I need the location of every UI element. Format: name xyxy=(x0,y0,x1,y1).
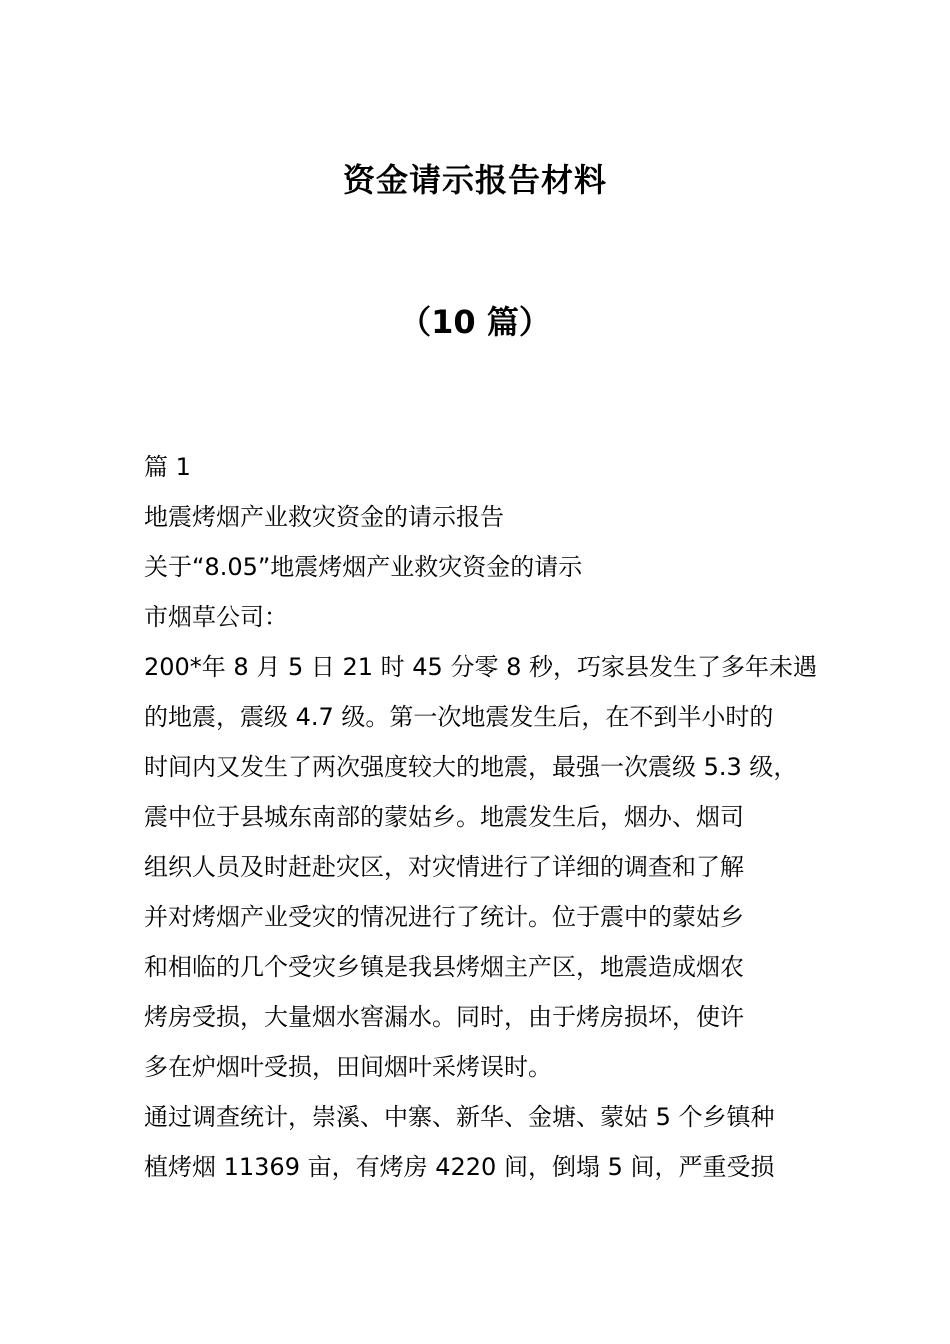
paragraph-line: 并对烤烟产业受灾的情况进行了统计。位于震中的蒙姑乡 xyxy=(144,903,744,931)
document-body xyxy=(144,442,844,1192)
paragraph-line: 时间内又发生了两次强度较大的地震，最强一次震级 5.3 级， xyxy=(144,753,798,781)
paragraph-line: 植烤烟 11369 亩，有烤房 4220 间，倒塌 5 间，严重受损 xyxy=(144,1153,775,1181)
paragraph-line: 多在炉烟叶受损，田间烟叶采烤误时。 xyxy=(144,1053,552,1081)
addressee: 市烟草公司： xyxy=(144,603,288,631)
section-subheading: 关于“8.05”地震烤烟产业救灾资金的请示 xyxy=(144,553,583,581)
paragraph-line: 和相临的几个受灾乡镇是我县烤烟主产区，地震造成烟农 xyxy=(144,953,744,981)
paragraph-line: 的地震，震级 4.7 级。第一次地震发生后，在不到半小时的 xyxy=(144,703,774,731)
document-subtitle: （10 篇） xyxy=(399,303,551,341)
paragraph-line: 烤房受损，大量烟水窖漏水。同时，由于烤房损坏，使许 xyxy=(144,1003,744,1031)
section-heading: 地震烤烟产业救灾资金的请示报告 xyxy=(144,503,504,531)
paragraph-2 xyxy=(144,1092,844,1192)
paragraph-line: 组织人员及时赶赴灾区，对灾情进行了详细的调查和了解 xyxy=(144,853,744,881)
document-title: 资金请示报告材料 xyxy=(342,161,607,199)
paragraph-line: 通过调查统计，崇溪、中寨、新华、金塘、蒙姑 5 个乡镇种 xyxy=(144,1103,775,1131)
paragraph-line: 震中位于县城东南部的蒙姑乡。地震发生后，烟办、烟司 xyxy=(144,803,744,831)
paragraph-1 xyxy=(144,642,844,1092)
section-label: 篇 1 xyxy=(144,453,191,481)
paragraph-line: 200*年 8 月 5 日 21 时 45 分零 8 秒，巧家县发生了多年未遇 xyxy=(144,653,817,681)
